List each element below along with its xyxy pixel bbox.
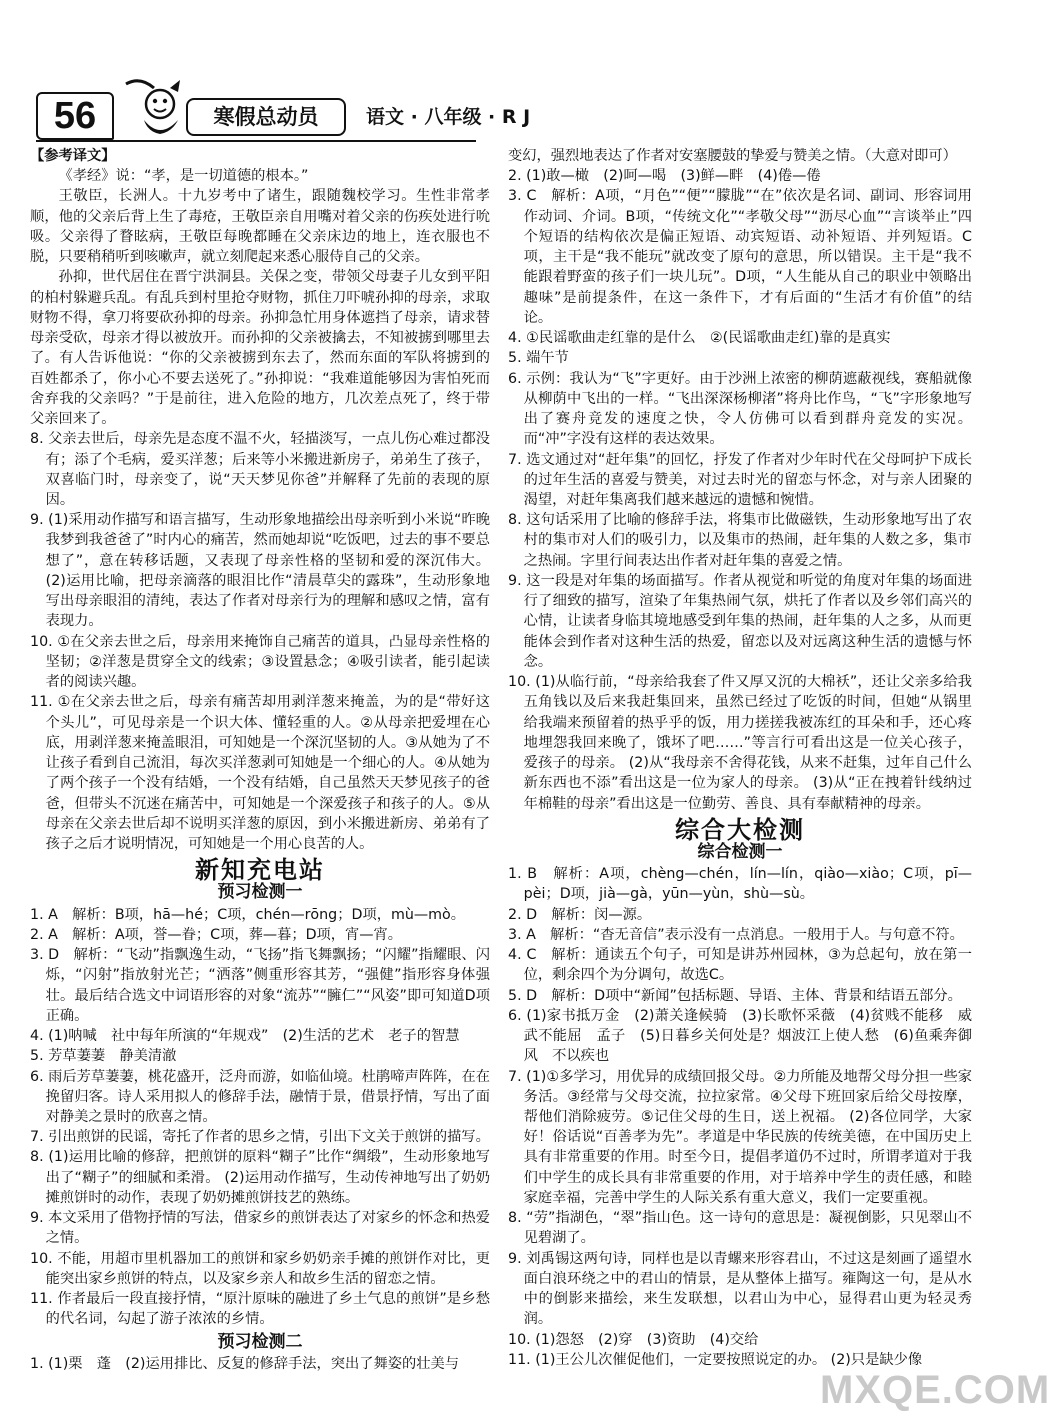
answer-item: 1. A 解析：B项，hā—hé；C项，chén—rōng；D项，mù—mò。 — [30, 906, 465, 923]
translation-para: 孙抑，世代居住在晋宁洪洞县。关保之变，带领父母妻子儿女到平阳的柏村躲避兵乱。有乱兵到村里抢夺财物，抓住刀吓唬孙抑的母亲，求取财物不得，拿刀将要砍孙抑的母亲。孙抑急忙用身体遮挡了母亲，请求替母亲受砍，母亲才得以被放开。而孙抑的父亲被擒去，不知被掳到哪里去了。有人告诉他说：“你的父亲被掳到东去了，然而东面的军队将掳到的百姓都杀了，你小心不要去送死了。”孙抑说：“我难道能够因为害怕死而舍弃我的父亲吗？”于是前往，进入危险的地方，几次差点死了，终于带父亲回来了。 — [30, 269, 490, 428]
answer-item: 6. 示例：我认为“飞”字更好。由于沙洲上浓密的柳荫遮蔽视线，赛船就像从柳荫中飞出的一样。“飞出深深杨柳渚”将舟比作鸟，“飞”字形象地写出了赛舟竞发的速度之快，令人仿佛可以看到群舟竞发的实况。而“冲”字没有这样的表达效果。 — [508, 370, 972, 448]
translation-para: 《孝经》说：“孝，是一切道德的根本。” — [58, 168, 309, 185]
answer-item: 8. (1)运用比喻的修辞，把煎饼的原料“糊子”比作“绸缎”，生动形象地写出了“糊子”的细腻和柔滑。 (2)运用动作描写，生动传神地写出了奶奶摊煎饼时的动作，表现了奶奶摊煎饼技艺的熟练。 — [30, 1149, 490, 1206]
section-title: 综合大检测 — [675, 815, 805, 844]
answer-item: 7. 引出煎饼的民谣，寄托了作者的思乡之情，引出下文关于煎饼的描写。 — [30, 1129, 490, 1146]
answer-item: 10. (1)从临行前，“母亲给我套了件又厚又沉的大棉袄”，还让父亲多给我五角钱以及后来我赶集回来，虽然已经过了吃饭的时间，但她“从锅里给我端来预留着的热乎乎的饭，用力搓搓我被冻红的耳朵和手，还心疼地埋怨我回来晚了，饿坏了吧……”等言行可看出这是一位关心孩子，爱孩子的母亲。 (2)从“我母亲不舍得花钱，从来不赶集，过年自己什么新东西也不添”看出这是一位为家人的母亲。 (3)从“正在拽着针线纳过年棉鞋的母亲”看出这是一位勤劳、善良、具有奉献精神的母亲。 — [508, 674, 972, 812]
answer-item: 9. 这一段是对年集的场面描写。作者从视觉和听觉的角度对年集的场面进行了细致的描写，渲染了年集热闹气氛，烘托了作者以及乡邻们高兴的心情，让读者身临其境地感受到年集的热闹，赶年集的人之多，从而更能体会到作者对这种生活的热爱，留恋以及对远离这种生活的遗憾与怀念。 — [508, 572, 972, 670]
answer-item: 10. ①在父亲去世之后，母亲用来掩饰自己痛苦的道具，凸显母亲性格的坚韧；②洋葱是贯穿全文的线索；③设置悬念；④吸引读者，能引起读者的阅读兴趣。 — [30, 633, 490, 691]
answer-item: 9. 本文采用了借物抒情的写法，借家乡的煎饼表达了对家乡的怀念和热爱之情。 — [30, 1210, 490, 1247]
subsection-title: 预习检测一 — [217, 882, 303, 903]
watermark-logo: MXQE.COM — [820, 1368, 1050, 1412]
answer-item: 7. (1)①多学习，用优异的成绩回报父母。②力所能及地帮父母分担一些家务活。③经常与父母交流，拉拉家常。④父母下班回家后给父母按摩，帮他们消除疲劳。⑤记住父母的生日，送上祝福。 (2)各位同学，大家好！俗话说“百善孝为先”。孝道是中华民族的传统美德，在中国历史上具有非常重要的作用。时至今日，提倡孝道仍不过时，所谓孝道对于我们中学生的成长具有非常重要的作用，对于培养中学生的责任感，和睦家庭幸福，完善中学生的人际关系有重大意义，我们一定要重视。 — [508, 1068, 972, 1206]
answer-item: 4. (1)呐喊 社中每年所演的“年规戏” (2)生活的艺术 老子的智慧 — [30, 1028, 460, 1045]
answer-item: 9. 刘禹锡这两句诗，同样也是以青螺来形容君山，不过这是刻画了遥望水面白浪环绕之中的君山的情景，是从整体上描写。雍陶这一句，是从水中的倒影来描绘，来生发联想，以君山为中心，显得君山更为轻灵秀润。 — [508, 1250, 972, 1328]
answer-item: 11. (1)王公儿次催促他们，一定要按照说定的办。 (2)只是缺少像 — [508, 1351, 923, 1368]
answer-item: 4. ①民谣歌曲走红靠的是什么 ②(民谣歌曲走红)靠的是真实 — [508, 330, 891, 347]
answer-item: 2. (1)敢—橄 (2)呵—喝 (3)鲜—畔 (4)倦—倦 — [508, 168, 821, 185]
section-title: 新知充电站 — [195, 856, 325, 885]
answer-item: 11. ①在父亲去世之后，母亲有痛苦却用剥洋葱来掩盖，为的是“带好这个头儿”，可见母亲是一个识大体、懂轻重的人。②从母亲把爱埋在心底，用剥洋葱来掩盖眼泪，可知她是一个深沉坚韧的人。③从她为了不让孩子看到自己流泪，每次买洋葱剥可知她是一个细心的人。④从她为了两个孩子一个没有结婚，一个没有结婚，自己虽然天天梦见孩子的爸爸，但带头不沉迷在痛苦中，可知她是一个深爱孩子和孩子的人。⑤从母亲在父亲去世后却不说明买洋葱的原因，到小米搬进新房、弟弟有了孩子之后才说明情况，可知她是一个用心良苦的人。 — [30, 694, 490, 852]
answer-item: 11. 作者最后一段直接抒情，“原汁原味的融进了乡土气息的煎饼”是乡愁的代名词，勾起了游子浓浓的乡情。 — [30, 1291, 490, 1328]
page-number: 56 — [36, 92, 114, 140]
reference-label: 【参考译文】 — [30, 148, 116, 164]
brand-title: 寒假总动员 — [186, 98, 346, 136]
answer-item: 5. 端午节 — [508, 350, 569, 367]
subsection-title: 综合检测一 — [697, 841, 783, 862]
answer-item: 5. D 解析：D项中“新闻”包括标题、导语、主体、背景和结语五部分。 — [508, 987, 962, 1004]
answer-item: 2. A 解析：A项，誉—眷；C项，葬—暮；D项，宵—宵。 — [30, 926, 403, 943]
right-column — [508, 146, 972, 1370]
page-header — [36, 92, 531, 146]
translation-para: 王敬臣，长洲人。十九岁考中了诸生，跟随魏校学习。生性非常孝顺，他的父亲后背上生了毒疮，王敬臣亲自用嘴对着父亲的伤疾处进行吮吸。父亲得了瞀眩病，王敬臣每晚都睡在父亲床边的地上，连衣服也不脱，只要稍稍听到咳嗽声，就立刻爬起来悉心服侍自己的父亲。 — [30, 188, 490, 266]
answer-item: 2. D 解析：闵—源。 — [508, 906, 652, 923]
answer-item: 9. (1)采用动作描写和语言描写，生动形象地描绘出母亲听到小米说“昨晚我梦到我爸爸了”时内心的痛苦，然而她却说“吃饭吧，过去的事不要总想了”，意在转移话题，又表现了母亲性格的坚韧和爱的深沉伟大。 (2)运用比喻，把母亲滴落的眼泪比作“清晨草尖的露珠”，生动形象地写出母亲眼泪的清纯，表达了作者对母亲行为的理解和感叹之情，富有表现力。 — [30, 512, 490, 630]
subsection-title: 预习检测二 — [217, 1331, 303, 1352]
answer-item: 8. 这句话采用了比喻的修辞手法，将集市比做磁铁，生动形象地写出了农村的集市对人们的吸引力，以及集市的热闹，赶年集的人数之多，集市之热闹。字里行间表达出作者对赶年集的喜爱之情。 — [508, 512, 972, 569]
continued-text: 变幻，强烈地表达了作者对安塞腰鼓的挚爱与赞美之情。（大意对即可） — [508, 148, 957, 164]
left-column — [30, 146, 490, 1374]
subject-label: 语文 · 八年级 · R J — [366, 106, 531, 128]
answer-item: 3. A 解析：“杳无音信”表示没有一点消息。一般用于人。与句意不符。 — [508, 926, 964, 943]
answer-item: 5. 芳草萋萋 静美清澈 — [30, 1048, 177, 1065]
answer-item: 3. D 解析：“飞动”指飘逸生动，“飞扬”指飞舞飘扬；“闪耀”指耀眼、闪烁，“闪射”指放射光芒；“洒落”侧重形容其芳，“强健”指形容身体强壮。最后结合选文中词语形容的对象“流苏”“臃仁”“风姿”即可知道D项正确。 — [30, 947, 490, 1024]
answer-item: 6. 雨后芳草萋萋，桃花盛开，泛舟而游，如临仙境。杜鹃啼声阵阵，在在挽留归客。诗人采用拟人的修辞手法，融情于景，借景抒情，写出了面对静美之景时的欣喜之情。 — [30, 1068, 490, 1126]
answer-item: 10. 不能，用超市里机器加工的煎饼和家乡奶奶亲手摊的煎饼作对比，更能突出家乡煎饼的特点，以及家乡亲人和故乡生活的留恋之情。 — [30, 1250, 490, 1287]
answer-item: 10. (1)怨怒 (2)穿 (3)资助 (4)交给 — [508, 1331, 759, 1348]
answer-item: 4. C 解析：通读五个句子，可知是讲苏州园林，③为总起句，放在第一位，剩余四个为分调句，故选C。 — [508, 947, 972, 984]
answer-item: 8. 父亲去世后，母亲先是态度不温不火，轻描淡写，一点儿伤心难过都没有；添了个毛病，爱买洋葱；后来等小米搬进新房子，弟弟生了孩子，双喜临门时，母亲变了，说“天天梦见你爸”并解释了先前的表现的原因。 — [30, 431, 490, 508]
answer-item: 8. “劳”指湖色，“翠”指山色。这一诗句的意思是：凝视倒影，只见翠山不见碧湖了。 — [508, 1210, 972, 1247]
answer-item: 1. (1)栗 蓬 (2)运用排比、反复的修辞手法，突出了舞姿的壮美与 — [30, 1355, 459, 1372]
answer-item: 7. 选文通过对“赶年集”的回忆，抒发了作者对少年时代在父母呵护下成长的过年生活的喜爱与赞美，对过去时光的留恋与怀念，对与亲人团聚的渴望，对赶年集离我们越来越远的遗憾和惋惜。 — [508, 451, 972, 508]
answer-item: 3. C 解析：A项，“月色”“便”“朦胧”“在”依次是名词、副词、形容词用作动词、介词。B项，“传统文化”“孝敬父母”“沥尽心血”“言谈举止”四个短语的结构依次是偏正短语、动宾短语、动补短语、并列短语。C项，主干是“我不能玩”就改变了原句的意思，所以错误。主干是“我不能跟着野蛮的孩子们一块儿玩”。D项，“人生能从自己的职业中领略出趣味”是前提条件，在这一条件下，才有后面的“生活才有价值”的结论。 — [508, 188, 972, 326]
answer-item: 6. (1)家书抵万金 (2)萧关逢候骑 (3)长歌怀采薇 (4)贫贱不能移 威武不能屈 孟子 (5)日暮乡关何处是？烟波江上使人愁 (6)鱼乘奔御风 不以疾也 — [508, 1007, 972, 1065]
header-rule — [36, 140, 476, 142]
answer-item: 1. B 解析：A项，chèng—chén，lín—lín，qiào—xiào；C项，pī—pèi；D项，jià—gà，yūn—yùn，shù—sù。 — [508, 866, 972, 903]
mascot-icon — [120, 74, 190, 140]
